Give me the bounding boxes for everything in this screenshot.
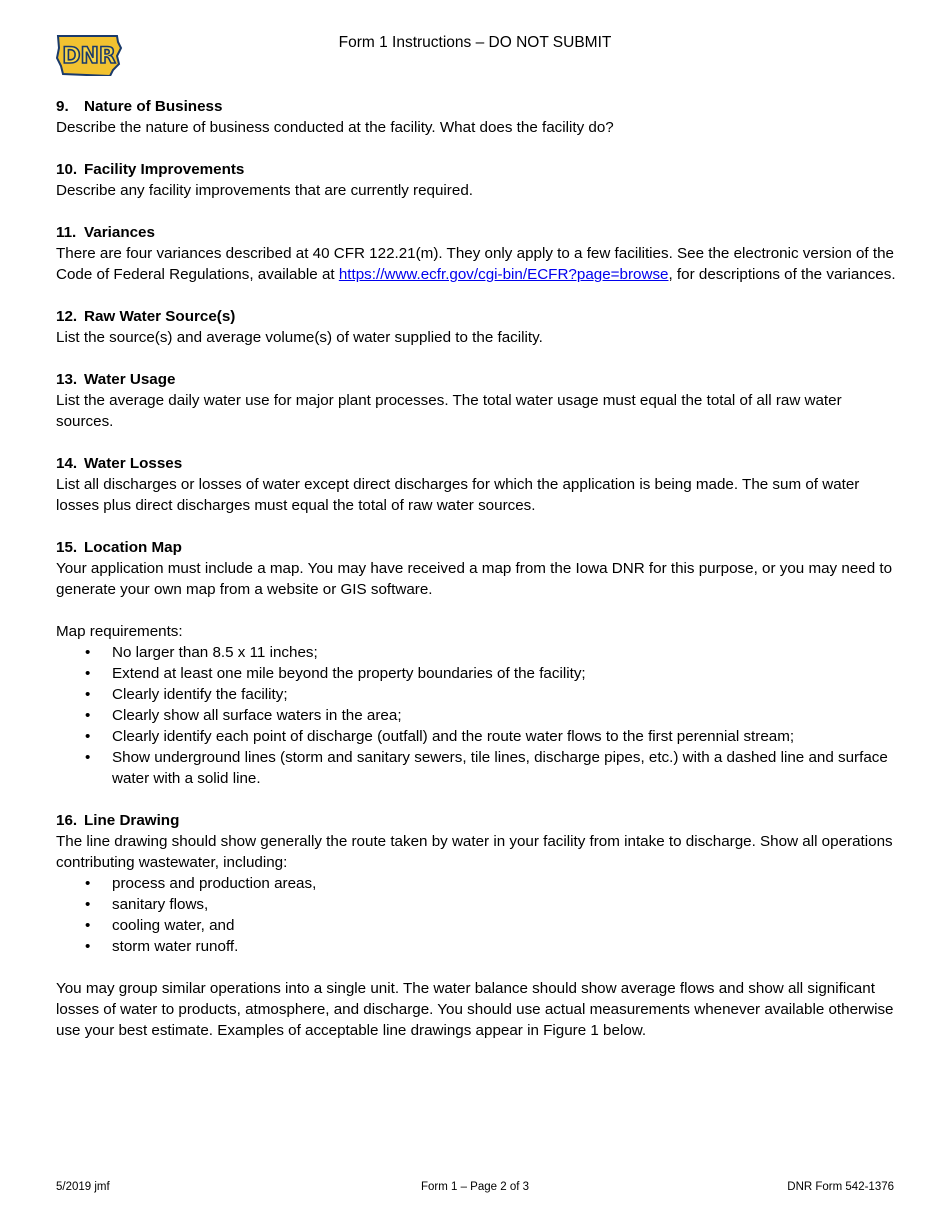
section-heading: 13. Water Usage (56, 371, 176, 388)
map-requirements-label: Map requirements: (56, 623, 183, 640)
section-line-drawing (56, 810, 896, 1041)
page-header-title: Form 1 Instructions – DO NOT SUBMIT (338, 34, 612, 51)
section-heading: 10. Facility Improvements (56, 161, 245, 178)
list-item: • Clearly identify the facility; (85, 686, 288, 703)
section-text: List all discharges or losses of water except direct discharges for which the application is being made. The sum of water losses plus direct discharges must equal the total of raw water sources. (56, 476, 860, 514)
section-heading: 11. Variances (56, 224, 155, 241)
list-item: • storm water runoff. (85, 938, 239, 955)
list-item: • No larger than 8.5 x 11 inches; (85, 644, 318, 661)
section-heading: 12. Raw Water Source(s) (56, 308, 236, 325)
ecfr-link[interactable]: https://www.ecfr.gov/cgi-bin/ECFR?page=browse (338, 266, 669, 283)
section-heading: 16. Line Drawing (56, 812, 180, 829)
section-water-losses (56, 453, 896, 516)
instructions-body (56, 96, 896, 1062)
section-text: Describe the nature of business conducted at the facility. What does the facility do? (56, 119, 614, 136)
list-item: • Show underground lines (storm and sanitary sewers, tile lines, discharge pipes, etc.) with a dashed line and surface water with a solid line. (85, 749, 888, 787)
section-text: There are four variances described at 40 CFR 122.21(m). They only apply to a few facilities. See the electronic version of the Code of Federal Regulations, available at https://www.ecfr.gov/cgi-bin/ECFR?page=browse, for descriptions of the variances. (56, 245, 896, 283)
section-location-map (56, 537, 896, 789)
footer-date: 5/2019 jmf (56, 1181, 110, 1193)
list-item: • Clearly show all surface waters in the area; (85, 707, 402, 724)
list-item: • sanitary flows, (85, 896, 209, 913)
list-item: • Clearly identify each point of discharge (outfall) and the route water flows to the first perennial stream; (85, 728, 795, 745)
footer-form-number: DNR Form 542-1376 (787, 1181, 894, 1193)
map-requirements-list (56, 642, 896, 789)
section-heading: 14. Water Losses (56, 455, 183, 472)
section-nature-of-business (56, 96, 896, 138)
section-water-usage (56, 369, 896, 432)
section-variances (56, 222, 896, 285)
section-facility-improvements (56, 159, 896, 201)
section-heading: 9. Nature of Business (56, 98, 223, 115)
line-drawing-closing-text: You may group similar operations into a single unit. The water balance should show average flows and show all significant losses of water to products, atmosphere, and discharge. You should use actual measurements whenever available otherwise use your best estimate. Examples of acceptable line drawings appear in Figure 1 below. (56, 980, 894, 1039)
section-text: List the source(s) and average volume(s) of water supplied to the facility. (56, 329, 543, 346)
section-raw-water-source (56, 306, 896, 348)
list-item: • process and production areas, (85, 875, 317, 892)
section-text: The line drawing should show generally the route taken by water in your facility from intake to discharge. Show all operations contributing wastewater, including: (56, 833, 893, 871)
section-text: Your application must include a map. You may have received a map from the Iowa DNR for this purpose, or you may need to generate your own map from a website or GIS software. (56, 560, 893, 598)
dnr-logo-text: DNR (62, 44, 116, 69)
list-item: • cooling water, and (85, 917, 235, 934)
list-item: • Extend at least one mile beyond the property boundaries of the facility; (85, 665, 586, 682)
operations-list (56, 873, 896, 957)
section-heading: 15. Location Map (56, 539, 182, 556)
section-text: Describe any facility improvements that are currently required. (56, 182, 473, 199)
section-text: List the average daily water use for major plant processes. The total water usage must equal the total of all raw water sources. (56, 392, 842, 430)
footer-page-number: Form 1 – Page 2 of 3 (420, 1181, 530, 1193)
